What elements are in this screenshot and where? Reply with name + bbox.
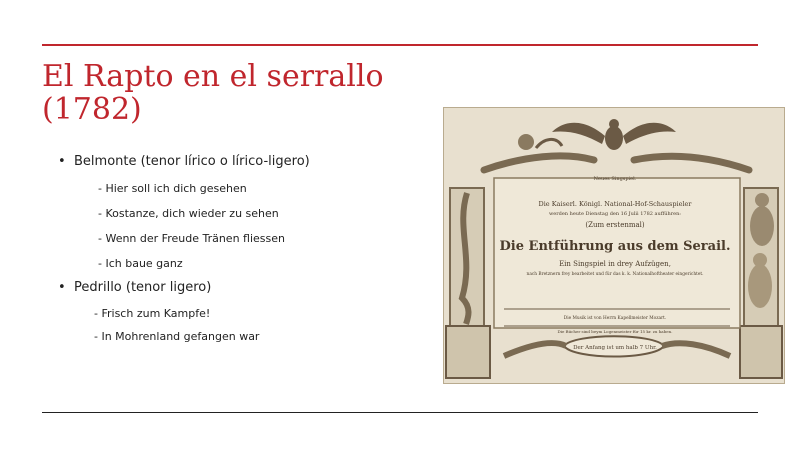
bullet-label: Pedrillo (tenor ligero) — [74, 280, 212, 295]
poster-line-2: werden heute Dienstag den 16 Julii 1782 aufführen: — [549, 211, 681, 217]
playbill-illustration — [444, 108, 784, 383]
sub-item: - Frisch zum Kampfe! — [94, 307, 211, 320]
bullet-dot: • — [58, 280, 66, 295]
poster-line-3: (Zum erstenmal) — [585, 221, 645, 229]
poster-line-4: Ein Singspiel in drey Aufzügen, — [559, 260, 671, 268]
poster-header: Neues Singspiel. — [593, 176, 637, 182]
poster-line-1: Die Kaiserl. Königl. National-Hof-Schauspieler — [538, 200, 692, 208]
sub-item: - In Mohrenland gefangen war — [94, 330, 260, 343]
sub-item: - Hier soll ich dich gesehen — [98, 182, 247, 195]
sub-item: - Kostanze, dich wieder zu sehen — [98, 207, 279, 220]
poster-footer: Der Anfang ist um halb 7 Uhr. — [573, 345, 657, 351]
title-line-2: (1782) — [42, 92, 142, 127]
top-divider — [42, 44, 758, 46]
poster-line-5: nach Bretznern frey bearbeitet und für das k. k. Nationalhoftheater eingerichtet. — [526, 272, 704, 277]
bullet-dot: • — [58, 154, 66, 169]
sub-item: - Wenn der Freude Tränen fliessen — [98, 232, 285, 245]
poster-line-6: Die Musik ist von Herrn Kapellmeister Mozart. — [563, 316, 667, 321]
poster-main-title: Die Entführung aus dem Serail. — [499, 239, 731, 254]
poster-line-7: Die Bücher sind beym Logenmeister für 15 kr. zu haben. — [557, 329, 673, 334]
title-line-1: El Rapto en el serrallo — [42, 59, 384, 94]
bottom-divider — [42, 412, 758, 413]
playbill-image — [443, 107, 785, 384]
bullet-label: Belmonte (tenor lírico o lírico-ligero) — [74, 154, 310, 169]
sub-item: - Ich baue ganz — [98, 257, 183, 270]
slide-title — [42, 60, 422, 126]
